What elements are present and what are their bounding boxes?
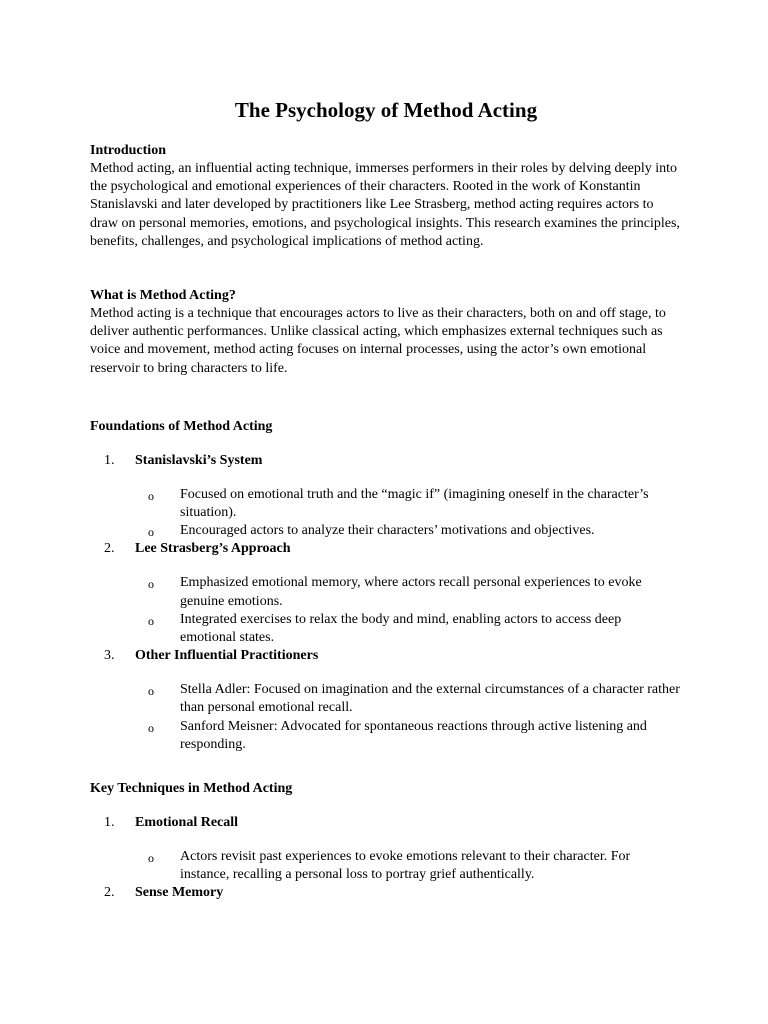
list-item xyxy=(90,647,680,754)
list-item-title: Other Influential Practitioners xyxy=(135,648,319,664)
techniques-section xyxy=(90,780,680,902)
circle-bullet-icon: o xyxy=(148,684,154,699)
sub-list xyxy=(90,665,680,754)
circle-bullet-icon: o xyxy=(148,720,154,735)
sub-list-item xyxy=(90,486,680,522)
sub-list-item xyxy=(90,574,680,610)
sub-list-text: Focused on emotional truth and the “magic if” (imagining oneself in the character’s situation). xyxy=(180,486,649,521)
list-item xyxy=(90,540,680,647)
sub-list-text: Stella Adler: Focused on imagination and the external circumstances of a character rather than personal emotional recall. xyxy=(180,682,680,716)
list-item-title: Lee Strasberg’s Approach xyxy=(135,541,291,557)
circle-bullet-icon: o xyxy=(148,525,154,540)
techniques-heading: Key Techniques in Method Acting xyxy=(90,781,293,797)
sub-list xyxy=(90,470,680,541)
sub-list xyxy=(90,832,680,884)
document-title: The Psychology of Method Acting xyxy=(234,98,538,122)
introduction-heading: Introduction xyxy=(90,143,166,158)
circle-bullet-icon: o xyxy=(148,613,154,628)
list-item xyxy=(90,884,680,902)
circle-bullet-icon: o xyxy=(148,851,154,866)
what-is-heading: What is Method Acting? xyxy=(90,288,236,304)
list-item xyxy=(90,452,680,541)
sub-list-text: Emphasized emotional memory, where actors recall personal experiences to evoke genuine emotions. xyxy=(180,575,642,609)
circle-bullet-icon: o xyxy=(148,488,154,503)
list-number: 2. xyxy=(104,885,115,901)
sub-list-item xyxy=(90,718,680,754)
sub-list xyxy=(90,558,680,647)
introduction-section xyxy=(90,142,680,251)
foundations-section xyxy=(90,418,680,754)
introduction-body: Method acting, an influential acting technique, immerses performers in their roles by delving deeply into the psychological and emotional experiences of their characters. Rooted in the work of Konstantin Stanislavski and later developed by practitioners like Lee Strasberg, method acting requires actors to draw on personal memories, emotions, and psychological insights. This research examines the principles, benefits, challenges, and psychological implications of method acting. xyxy=(90,161,680,249)
list-number: 1. xyxy=(104,815,115,831)
foundations-heading: Foundations of Method Acting xyxy=(90,418,273,434)
list-item-title: Stanislavski’s System xyxy=(135,452,263,468)
list-item xyxy=(90,814,680,884)
techniques-list xyxy=(90,814,680,902)
sub-list-item xyxy=(90,611,680,647)
list-number: 3. xyxy=(104,648,115,664)
sub-list-text: Sanford Meisner: Advocated for spontaneous reactions through active listening and responding. xyxy=(180,718,647,752)
circle-bullet-icon: o xyxy=(148,577,154,592)
list-item-title: Sense Memory xyxy=(135,885,224,901)
foundations-list xyxy=(90,452,680,754)
sub-list-text: Actors revisit past experiences to evoke emotions relevant to their character. For instance, recalling a personal loss to portray grief authentically. xyxy=(180,849,631,883)
sub-list-text: Encouraged actors to analyze their characters’ motivations and objectives. xyxy=(180,523,595,539)
sub-list-item xyxy=(90,681,680,717)
what-is-body: Method acting is a technique that encourages actors to live as their characters, both on and off stage, to deliver authentic performances. Unlike classical acting, which emphasizes external techniques such as voice and movement, method acting focuses on internal processes, using the actor’s own emotional reservoir to bring characters to life. xyxy=(90,306,666,376)
sub-list-text: Integrated exercises to relax the body and mind, enabling actors to access deep emotional states. xyxy=(180,611,622,646)
list-item-title: Emotional Recall xyxy=(135,815,239,831)
what-is-section xyxy=(90,287,680,378)
list-number: 2. xyxy=(104,541,115,557)
sub-list-item xyxy=(90,848,680,884)
list-number: 1. xyxy=(104,452,115,468)
sub-list-item xyxy=(90,522,680,540)
